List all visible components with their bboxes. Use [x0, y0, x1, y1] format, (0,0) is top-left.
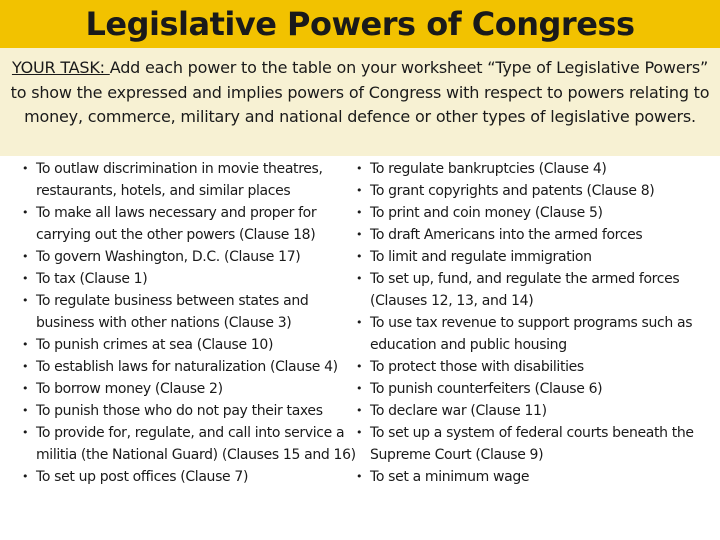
list-item — [22, 422, 362, 466]
power-text: • To declare war (Clause 11) — [370, 403, 547, 419]
task-label: YOUR TASK: — [11, 58, 110, 77]
list-item — [22, 202, 362, 246]
list-item — [22, 290, 362, 334]
power-text: • To govern Washington, D.C. (Clause 17) — [36, 249, 301, 265]
list-item — [356, 466, 718, 488]
list-item — [22, 356, 362, 378]
power-text: • To tax (Clause 1) — [36, 271, 148, 287]
power-text: • To make all laws necessary and proper for carrying out the other powers (Clause 18) — [36, 205, 317, 243]
list-item — [356, 356, 718, 378]
list-item — [356, 268, 718, 312]
list-item — [22, 400, 362, 422]
list-item — [22, 378, 362, 400]
list-item — [356, 246, 718, 268]
power-text: • To print and coin money (Clause 5) — [370, 205, 603, 221]
list-item — [356, 224, 718, 246]
power-text: • To grant copyrights and patents (Clause 8) — [370, 183, 655, 199]
power-text: • To regulate business between states and business with other nations (Clause 3) — [36, 293, 309, 331]
power-text: • To set up post offices (Clause 7) — [36, 469, 249, 485]
list-item — [356, 158, 718, 180]
power-text: • To set up a system of federal courts beneath the Supreme Court (Clause 9) — [370, 425, 694, 463]
power-text: • To set a minimum wage — [370, 469, 530, 485]
page-title: Legislative Powers of Congress — [85, 5, 635, 43]
list-item — [22, 268, 362, 290]
title-bar — [0, 0, 720, 48]
task-text: Add each power to the table on your worksheet “Type of Legislative Powers” to show the expressed and implies powers of Congress with respect to powers relating to money, commerce, military and national defence or other types of legislative powers. — [10, 58, 710, 126]
power-text: • To set up, fund, and regulate the armed forces (Clauses 12, 13, and 14) — [370, 271, 680, 309]
power-text: • To punish those who do not pay their taxes — [36, 403, 323, 419]
right-powers-list — [356, 158, 718, 488]
power-text: • To provide for, regulate, and call into service a militia (the National Guard) (Clauses 15 and 16) — [36, 425, 356, 463]
list-item — [356, 400, 718, 422]
list-item — [22, 466, 362, 488]
power-text: • To regulate bankruptcies (Clause 4) — [370, 161, 607, 177]
power-text: • To limit and regulate immigration — [370, 249, 592, 265]
power-text: • To use tax revenue to support programs such as education and public housing — [370, 315, 693, 353]
list-item — [356, 378, 718, 400]
power-text: • To punish counterfeiters (Clause 6) — [370, 381, 603, 397]
task-instructions — [0, 48, 720, 156]
power-text: • To outlaw discrimination in movie theatres, restaurants, hotels, and similar places — [36, 161, 323, 199]
power-text: • To protect those with disabilities — [370, 359, 584, 375]
list-item — [356, 422, 718, 466]
left-powers-column — [22, 158, 362, 488]
list-item — [22, 334, 362, 356]
right-powers-column — [356, 158, 718, 488]
left-powers-list — [22, 158, 362, 488]
list-item — [356, 202, 718, 224]
list-item — [22, 246, 362, 268]
power-text: • To establish laws for naturalization (Clause 4) — [36, 359, 338, 375]
power-text: • To borrow money (Clause 2) — [36, 381, 223, 397]
power-text: • To punish crimes at sea (Clause 10) — [36, 337, 274, 353]
list-item — [356, 180, 718, 202]
list-item — [22, 158, 362, 202]
power-text: • To draft Americans into the armed forces — [370, 227, 643, 243]
list-item — [356, 312, 718, 356]
